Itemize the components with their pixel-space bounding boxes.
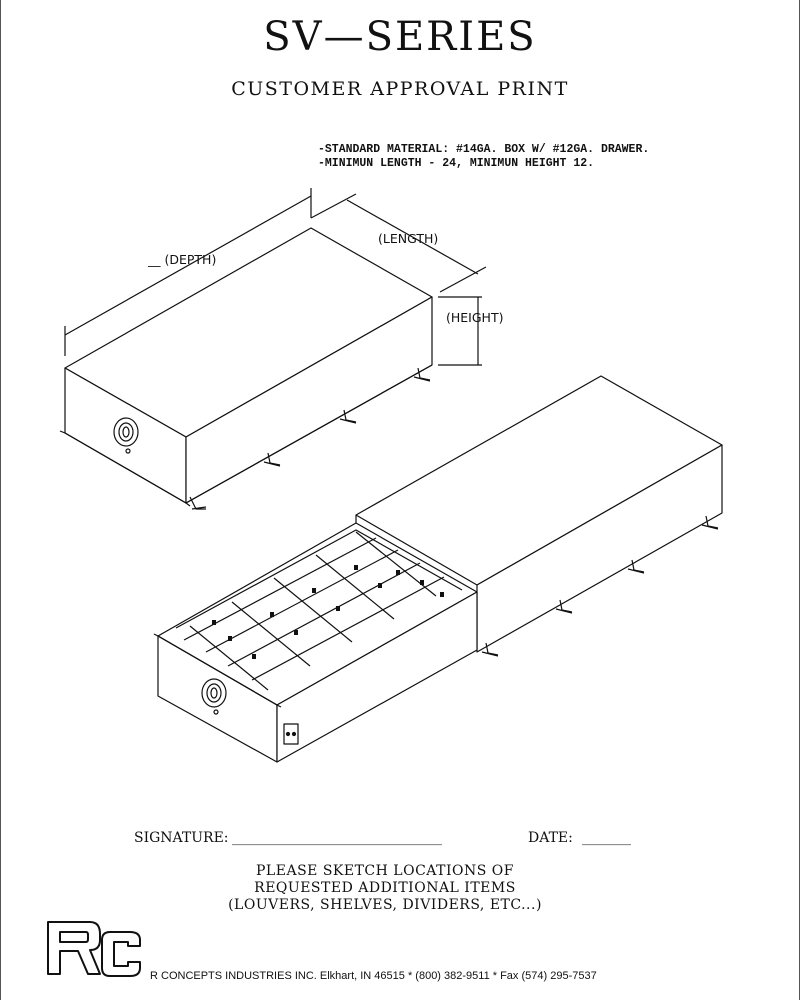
instruction-line-1: PLEASE SKETCH LOCATIONS OF (256, 863, 514, 879)
depth-dimension-label: __ (DEPTH) (148, 252, 217, 267)
material-note: -STANDARD MATERIAL: #14GA. BOX W/ #12GA. DRAWER. (318, 143, 650, 156)
signature-label: SIGNATURE: (134, 830, 229, 846)
length-dimension-label: (LENGTH) (378, 231, 439, 246)
page-title: SV—SERIES (263, 14, 537, 60)
date-field[interactable]: _______ (582, 830, 631, 846)
minimum-size-note: -MINIMUN LENGTH - 24, MINIMUN HEIGHT 12. (318, 157, 595, 170)
date-label: DATE: (528, 830, 573, 846)
company-footer: R CONCEPTS INDUSTRIES INC. Elkhart, IN 46515 * (800) 382-9511 * Fax (574) 295-7537 (150, 970, 597, 982)
instruction-line-3: (LOUVERS, SHELVES, DIVIDERS, ETC...) (228, 897, 542, 913)
height-dimension-label: (HEIGHT) (446, 310, 504, 325)
instruction-line-2: REQUESTED ADDITIONAL ITEMS (254, 880, 516, 896)
signature-field[interactable]: ______________________________ (232, 830, 442, 846)
page-subtitle: CUSTOMER APPROVAL PRINT (231, 78, 569, 100)
company-logo (44, 918, 144, 980)
